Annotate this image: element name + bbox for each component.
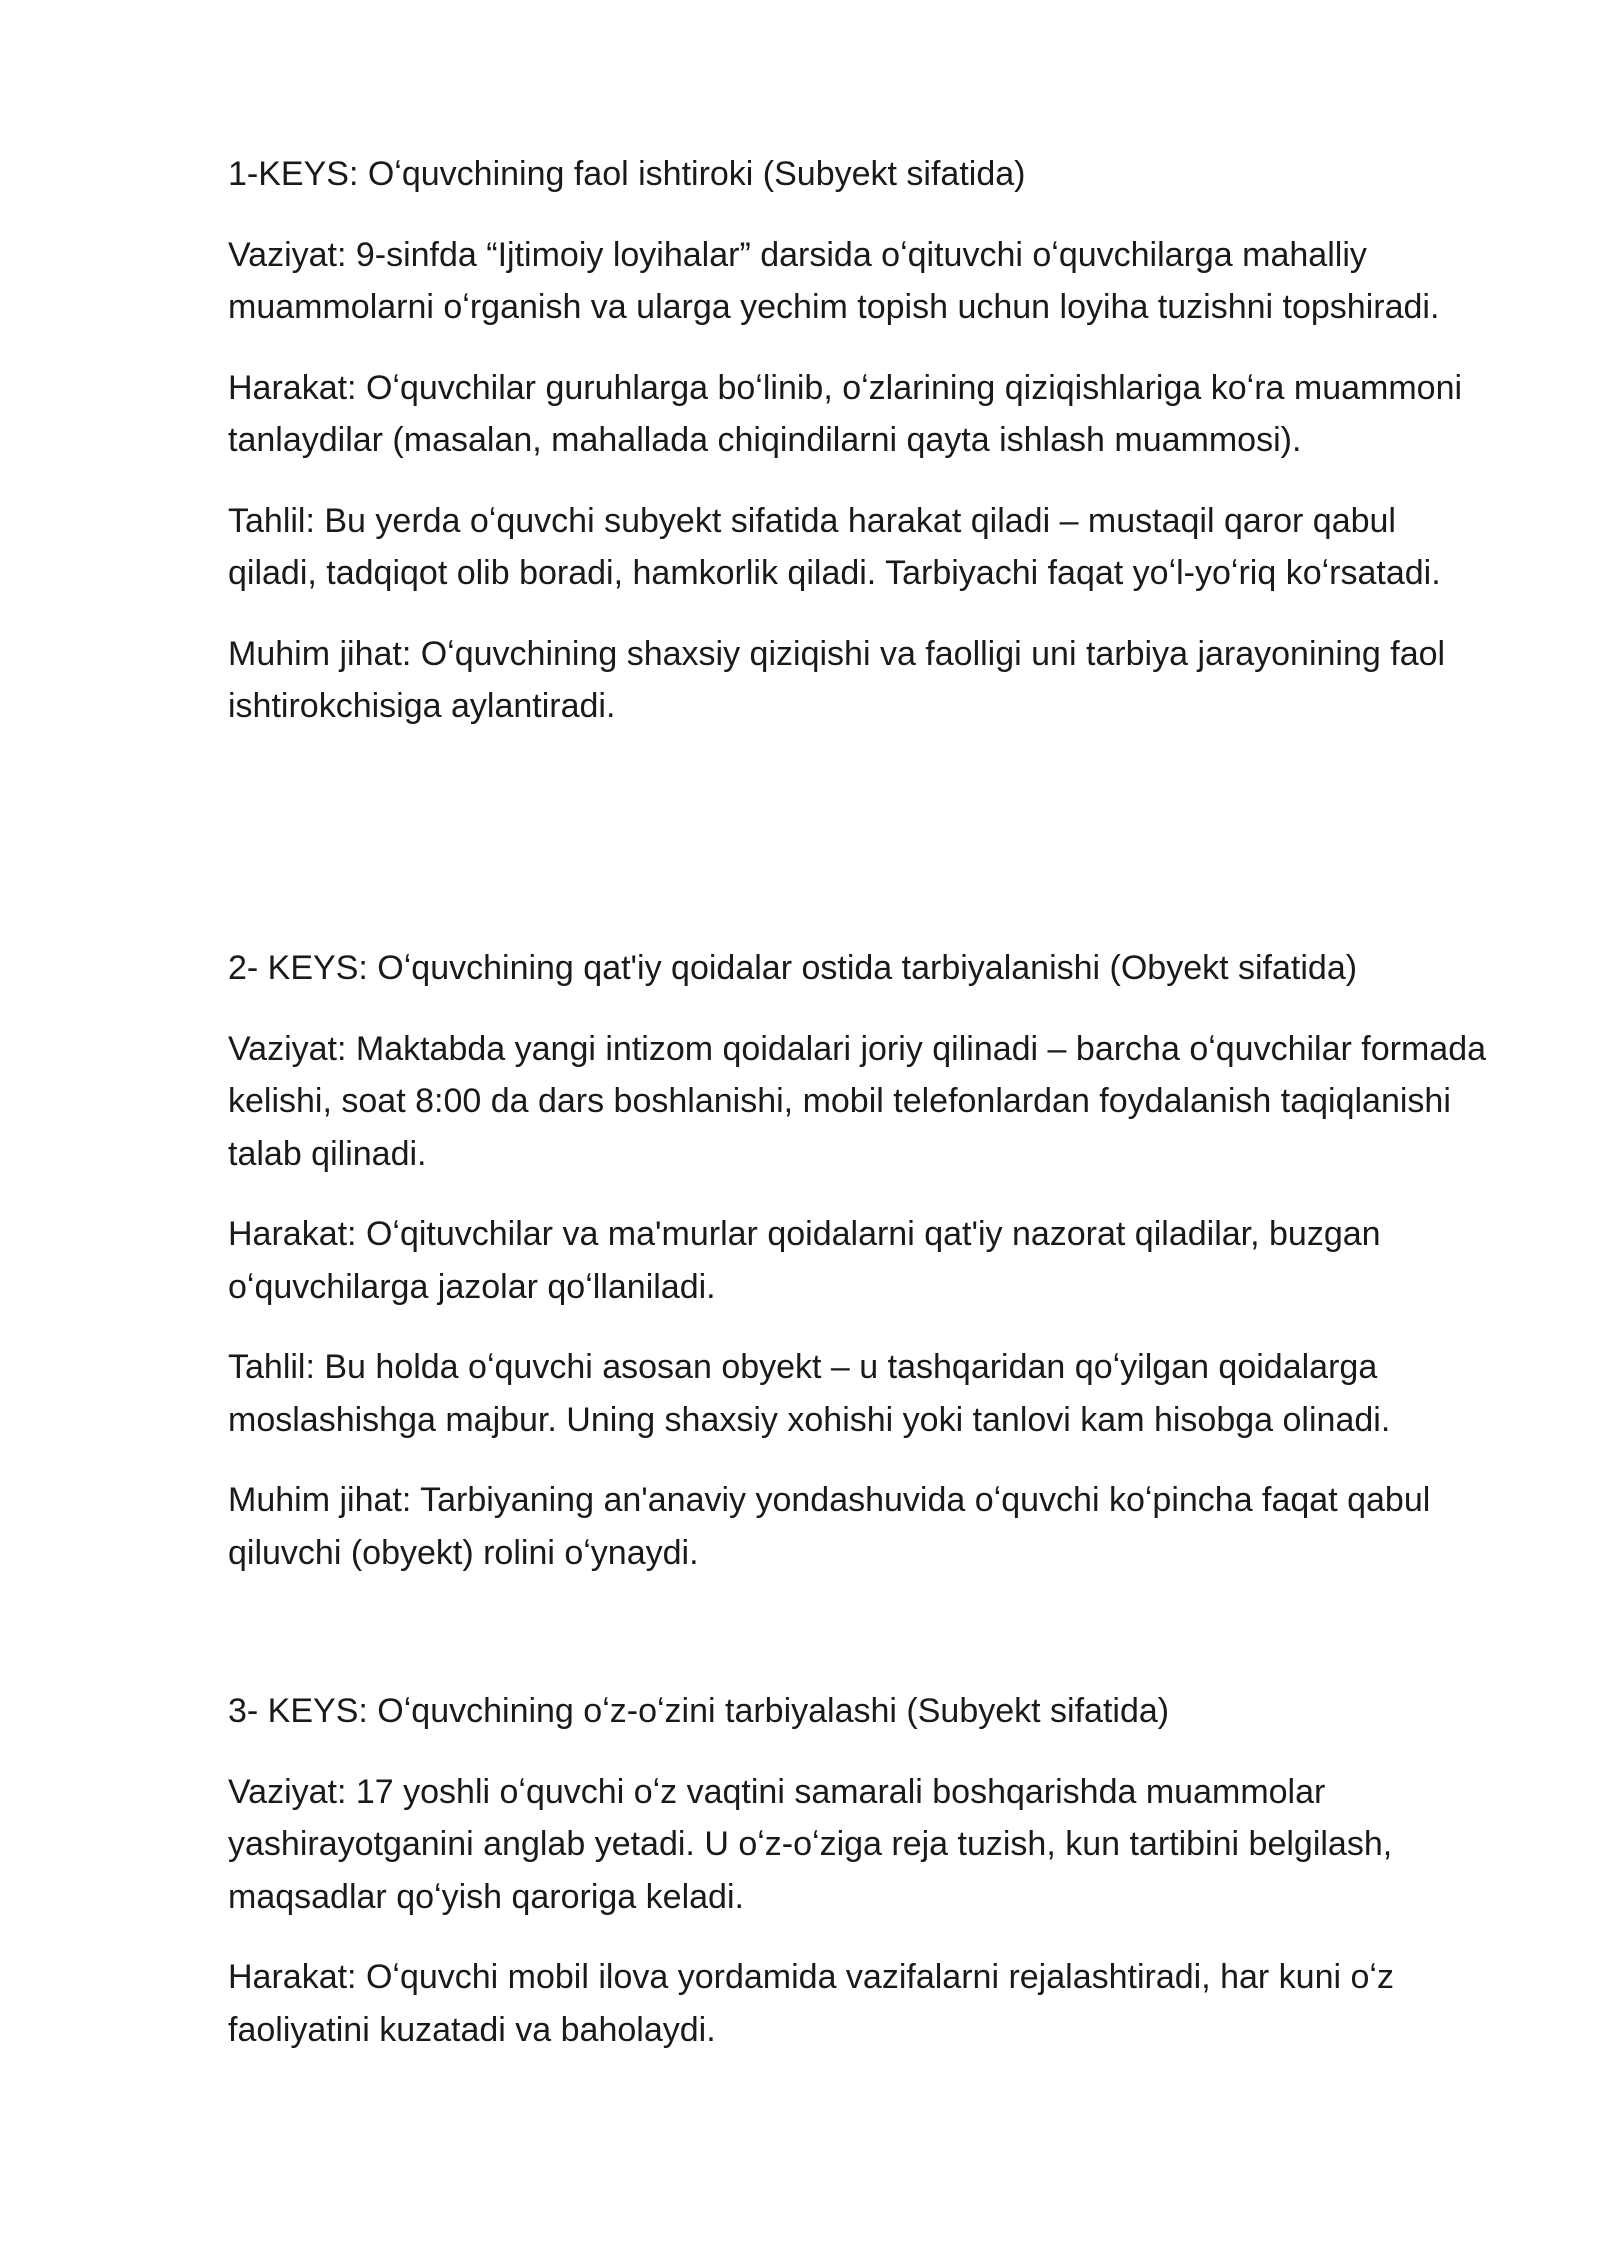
case-situation: Vaziyat: 17 yoshli oʻquvchi oʻz vaqtini samarali boshqarishda muammolar yashirayotganini anglab yetadi. U oʻz-oʻziga reja tuzish, kun tartibini belgilash, maqsadlar qoʻyish qaroriga keladi. xyxy=(228,1772,1393,1916)
case-analysis: Tahlil: Bu holda oʻquvchi asosan obyekt – u tashqaridan qoʻyilgan qoidalarga moslashishga majbur. Uning shaxsiy xohishi yoki tanlovi kam hisobga olinadi. xyxy=(228,1348,1391,1439)
case-section-2 xyxy=(228,942,1488,1607)
case-action: Harakat: Oʻquvchilar guruhlarga boʻlinib, oʻzlarining qiziqishlariga koʻra muammoni tanlaydilar (masalan, mahallada chiqindilarni qayta ishlash muammosi). xyxy=(228,368,1463,459)
case-action: Harakat: Oʻquvchi mobil ilova yordamida vazifalarni rejalashtiradi, har kuni oʻz faoliyatini kuzatadi va baholaydi. xyxy=(228,1958,1394,2049)
case-title: 1-KEYS: Oʻquvchining faol ishtiroki (Subyekt sifatida) xyxy=(228,155,1026,193)
case-key-point: Muhim jihat: Oʻquvchining shaxsiy qiziqishi va faolligi uni tarbiya jarayonining faol ishtirokchisiga aylantiradi. xyxy=(228,634,1446,725)
case-section-1 xyxy=(228,148,1488,761)
case-title: 2- KEYS: Oʻquvchining qat'iy qoidalar ostida tarbiyalanishi (Obyekt sifatida) xyxy=(228,949,1358,987)
case-title: 3- KEYS: Oʻquvchining oʻz-oʻzini tarbiyalashi (Subyekt sifatida) xyxy=(228,1692,1170,1730)
case-key-point: Muhim jihat: Tarbiyaning an'anaviy yondashuvida oʻquvchi koʻpincha faqat qabul qiluvchi (obyekt) rolini oʻynaydi. xyxy=(228,1481,1431,1572)
case-analysis: Tahlil: Bu yerda oʻquvchi subyekt sifatida harakat qiladi – mustaqil qaror qabul qiladi, tadqiqot olib boradi, hamkorlik qiladi. Tarbiyachi faqat yoʻl-yoʻriq koʻrsatadi. xyxy=(228,501,1441,592)
case-situation: Vaziyat: 9-sinfda “Ijtimoiy loyihalar” darsida oʻqituvchi oʻquvchilarga mahalliy muammolarni oʻrganish va ularga yechim topish uchun loyiha tuzishni topshiradi. xyxy=(228,235,1440,326)
case-action: Harakat: Oʻqituvchilar va ma'murlar qoidalarni qat'iy nazorat qiladilar, buzgan oʻquvchilarga jazolar qoʻllaniladi. xyxy=(228,1215,1381,1306)
case-section-3 xyxy=(228,1685,1488,2084)
case-situation: Vaziyat: Maktabda yangi intizom qoidalari joriy qilinadi – barcha oʻquvchilar formada kelishi, soat 8:00 da dars boshlanishi, mobil telefonlardan foydalanish taqiqlanishi talab qilinadi. xyxy=(228,1029,1487,1173)
